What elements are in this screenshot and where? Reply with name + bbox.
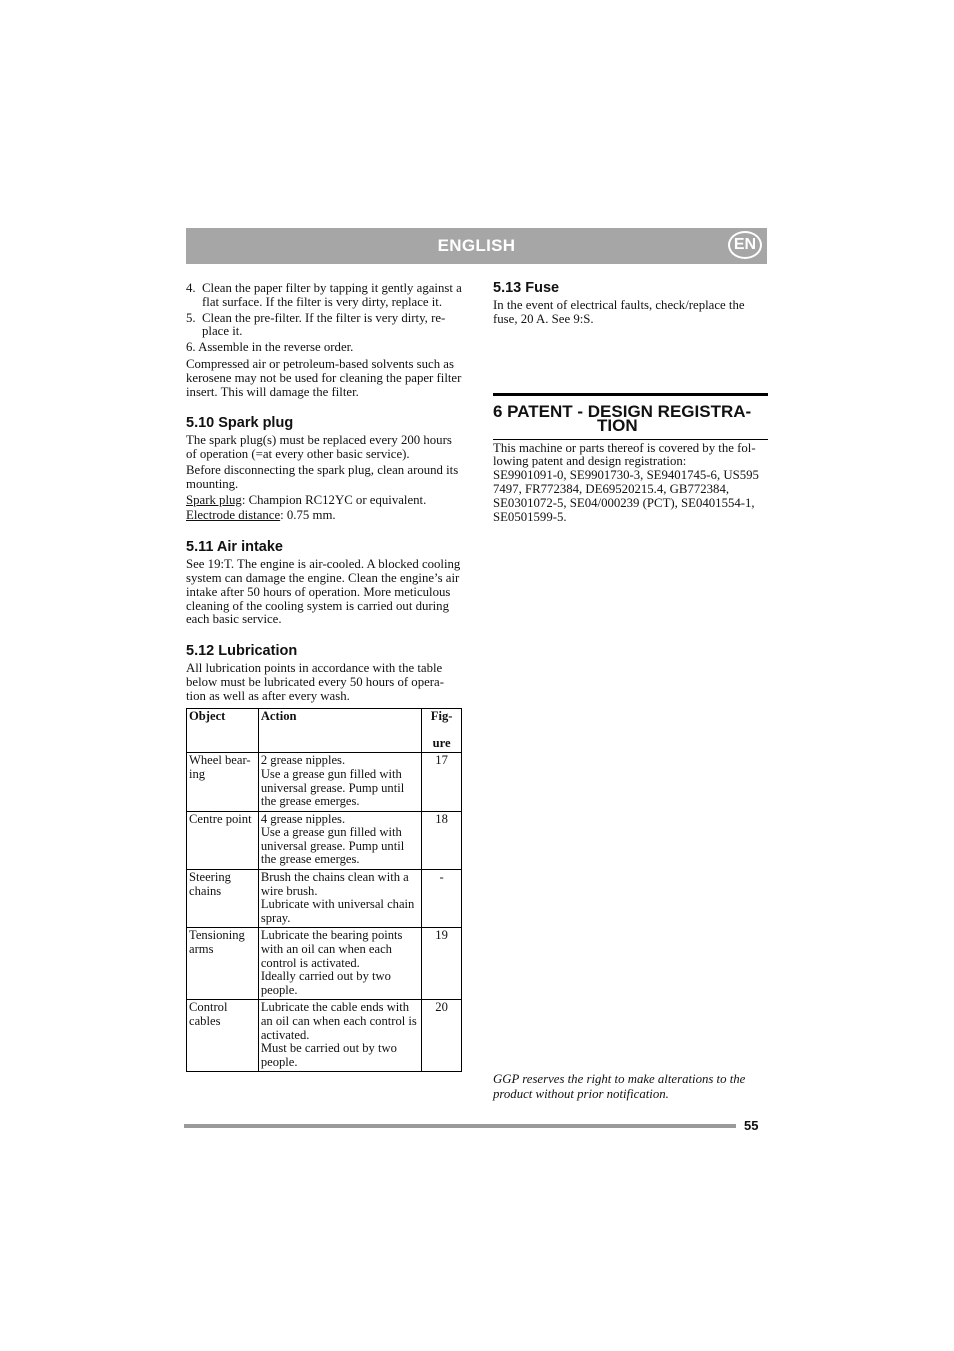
cell-object: Wheel bear-ing	[187, 753, 259, 811]
header-action: Action	[258, 708, 421, 753]
patent-numbers: SE9901091-0, SE9901730-3, SE9401745-6, US595 7497, FR772384, DE69520215.4, GB772384, SE0301072-5, SE04/000239 (PCT), SE0401554-1, SE0501599-5.	[493, 468, 759, 524]
cell-object: Centre point	[187, 811, 259, 869]
cell-figure: 19	[422, 928, 462, 1000]
cell-action: 4 grease nipples. Use a grease gun filled with universal grease. Pump until the grease emerges.	[258, 811, 421, 869]
table-header-row	[187, 708, 462, 753]
table-row	[187, 753, 462, 811]
lubrication-heading: 5.12 Lubrication	[186, 643, 298, 660]
step-4: 4. Clean the paper filter by tapping it gently against a flat surface. If the filter is very dirty, replace it.	[186, 281, 462, 309]
electrode-distance-spec: Electrode distance: 0.75 mm.	[186, 508, 336, 523]
cell-figure: -	[422, 870, 462, 928]
cell-action: 2 grease nipples. Use a grease gun filled with universal grease. Pump until the grease emerges.	[258, 753, 421, 811]
cell-figure: 18	[422, 811, 462, 869]
filter-warning: Compressed air or petroleum-based solvents such as kerosene may not be used for cleaning the paper filter insert. This will damage the filter.	[186, 356, 462, 399]
language-title: ENGLISH	[437, 236, 516, 255]
cell-action: Brush the chains clean with a wire brush. Lubricate with universal chain spray.	[258, 870, 421, 928]
fuse-heading: 5.13 Fuse	[493, 280, 560, 296]
left-column	[186, 282, 462, 1072]
lubrication-text: All lubrication points in accordance with the table below must be lubricated every 50 hours of opera-tion as well as after every wash.	[186, 661, 444, 703]
table-row	[187, 870, 462, 928]
cell-object: Tensioning arms	[187, 928, 259, 1000]
right-column	[493, 282, 768, 526]
spark-plug-interval: The spark plug(s) must be replaced every 200 hours of operation (=at every other basic service).	[186, 433, 452, 462]
spark-plug-spec: Spark plug: Champion RC12YC or equivalent.	[186, 492, 427, 507]
page-number: 55	[744, 1118, 759, 1133]
header-object: Object	[187, 708, 259, 753]
air-intake-heading: 5.11 Air intake	[186, 539, 283, 556]
cell-figure: 20	[422, 1000, 462, 1072]
spark-plug-heading: 5.10 Spark plug	[186, 415, 294, 432]
language-header-bar	[186, 228, 767, 264]
heading-underline	[493, 439, 768, 440]
patent-heading: 6 PATENT - DESIGN REGISTRA- TION	[493, 401, 752, 435]
cell-action: Lubricate the bearing points with an oil can when each control is activated. Ideally carried out by two people.	[258, 928, 421, 1000]
header-figure: Fig- ure	[422, 708, 462, 753]
fuse-text: In the event of electrical faults, check/replace the fuse, 20 A. See 9:S.	[493, 298, 745, 326]
footer-bar	[184, 1124, 736, 1128]
spark-plug-cleaning: Before disconnecting the spark plug, clean around its mounting.	[186, 462, 459, 491]
cell-action: Lubricate the cable ends with an oil can when each control is activated. Must be carried out by two people.	[258, 1000, 421, 1072]
cell-figure: 17	[422, 753, 462, 811]
cell-object: Steering chains	[187, 870, 259, 928]
air-intake-text: See 19:T. The engine is air-cooled. A blocked cooling system can damage the engine. Clean the engine’s air intake after 50 hours of operation. More meticulous cleaning of the cooling system is carried out during each basic service.	[186, 557, 461, 627]
table-row	[187, 1000, 462, 1072]
table-row	[187, 928, 462, 1000]
section-divider	[493, 393, 768, 396]
lubrication-table	[186, 708, 462, 1073]
alteration-notice: GGP reserves the right to make alterations to the product without prior notification.	[493, 1072, 746, 1101]
patent-text: This machine or parts thereof is covered by the fol-lowing patent and design registration:	[493, 440, 756, 469]
table-row	[187, 811, 462, 869]
language-badge-icon: EN	[728, 231, 762, 259]
cell-object: Control cables	[187, 1000, 259, 1072]
step-5: 5. Clean the pre-filter. If the filter is very dirty, re-place it.	[186, 310, 446, 339]
step-6: 6. Assemble in the reverse order.	[186, 340, 354, 355]
